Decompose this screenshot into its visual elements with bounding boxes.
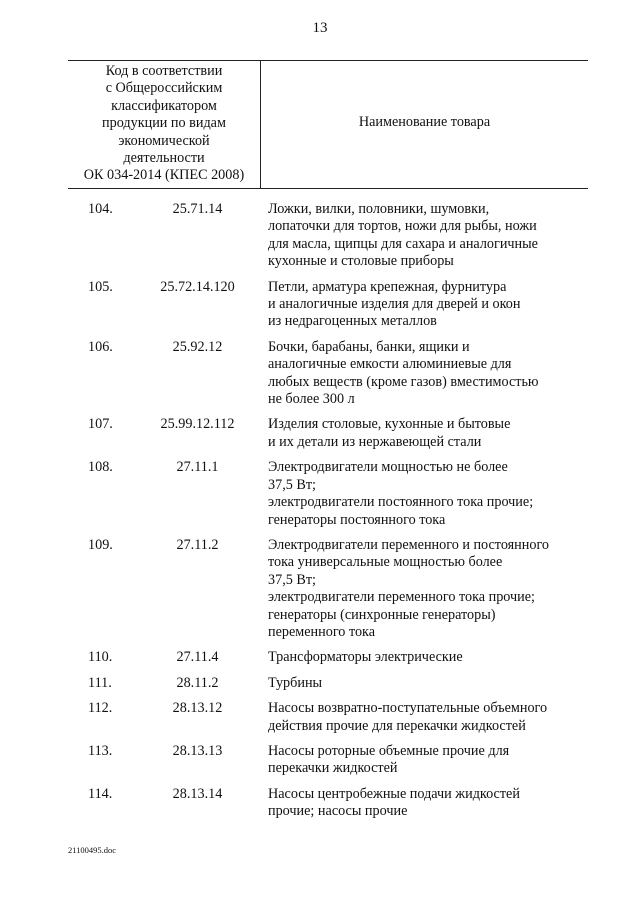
row-code: 28.13.12 <box>172 700 223 717</box>
row-number: 105. <box>88 278 113 295</box>
document-id: 21100495.doc <box>68 845 117 855</box>
row-number: 112. <box>88 700 113 717</box>
row-product-name: Насосы роторные объемные прочие для перекачки жидкостей <box>268 742 510 777</box>
row-number: 106. <box>88 338 113 355</box>
row-code: 27.11.4 <box>176 649 219 666</box>
row-number: 108. <box>88 459 113 476</box>
row-product-name: Петли, арматура крепежная, фурнитура и аналогичные изделия для дверей и окон из недрагоценных металлов <box>268 278 521 330</box>
row-number: 111. <box>88 674 112 691</box>
row-number: 113. <box>88 742 113 759</box>
row-code: 28.13.14 <box>172 785 223 802</box>
table-row <box>0 279 640 331</box>
row-code: 25.71.14 <box>172 201 223 217</box>
header-name-column: Наименование товара <box>358 114 491 130</box>
page-number: 13 <box>312 20 328 36</box>
row-code: 28.11.2 <box>176 674 219 691</box>
table-row <box>0 339 640 409</box>
row-product-name: Турбины <box>268 674 323 691</box>
table-row <box>0 786 640 821</box>
table-row <box>0 537 640 641</box>
table-row <box>0 459 640 529</box>
row-code: 25.92.12 <box>172 338 223 355</box>
row-code: 25.72.14.120 <box>160 278 235 295</box>
row-number: 114. <box>88 785 113 802</box>
row-product-name: Насосы центробежные подачи жидкостей прочие; насосы прочие <box>268 785 520 820</box>
table-body <box>0 201 640 829</box>
table-row <box>0 675 640 692</box>
table-header <box>68 60 588 189</box>
row-number: 104. <box>88 201 113 217</box>
row-product-name: Изделия столовые, кухонные и бытовые и их детали из нержавеющей стали <box>268 416 511 450</box>
table-row <box>0 743 640 778</box>
table-row <box>0 201 640 271</box>
table-row <box>0 700 640 735</box>
row-code: 27.11.2 <box>176 536 219 553</box>
row-number: 110. <box>88 649 113 666</box>
row-product-name: Насосы возвратно-поступательные объемного действия прочие для перекачки жидкостей <box>268 700 548 734</box>
row-number: 107. <box>88 416 113 433</box>
row-code: 27.11.1 <box>176 459 219 476</box>
row-product-name: Бочки, барабаны, банки, ящики и аналогичные емкости алюминиевые для любых веществ (кроме газов) вместимостью не более 300 л <box>268 338 539 408</box>
row-product-name: Электродвигатели мощностью не более 37,5 Вт; электродвигатели постоянного тока прочие; генераторы постоянного тока <box>268 459 534 528</box>
row-product-name: Ложки, вилки, половники, шумовки, лопаточки для тортов, ножи для рыбы, ножи для масла, щипцы для сахара и аналогичные кухонные и столовые приборы <box>268 201 538 270</box>
header-code-column: Код в соответствии с Общероссийским классификатором продукции по видам экономической деятельности ОК 034-2014 (КПЕС 2008) <box>83 63 245 184</box>
row-product-name: Электродвигатели переменного и постоянного тока универсальные мощностью более 37,5 Вт; электродвигатели переменного тока прочие; генераторы (синхронные генераторы) переменного тока <box>268 536 550 640</box>
row-product-name: Трансформаторы электрические <box>268 649 463 666</box>
table-row <box>0 416 640 451</box>
row-number: 109. <box>88 536 113 553</box>
table-row <box>0 649 640 666</box>
row-code: 25.99.12.112 <box>160 416 235 433</box>
row-code: 28.13.13 <box>172 742 223 759</box>
